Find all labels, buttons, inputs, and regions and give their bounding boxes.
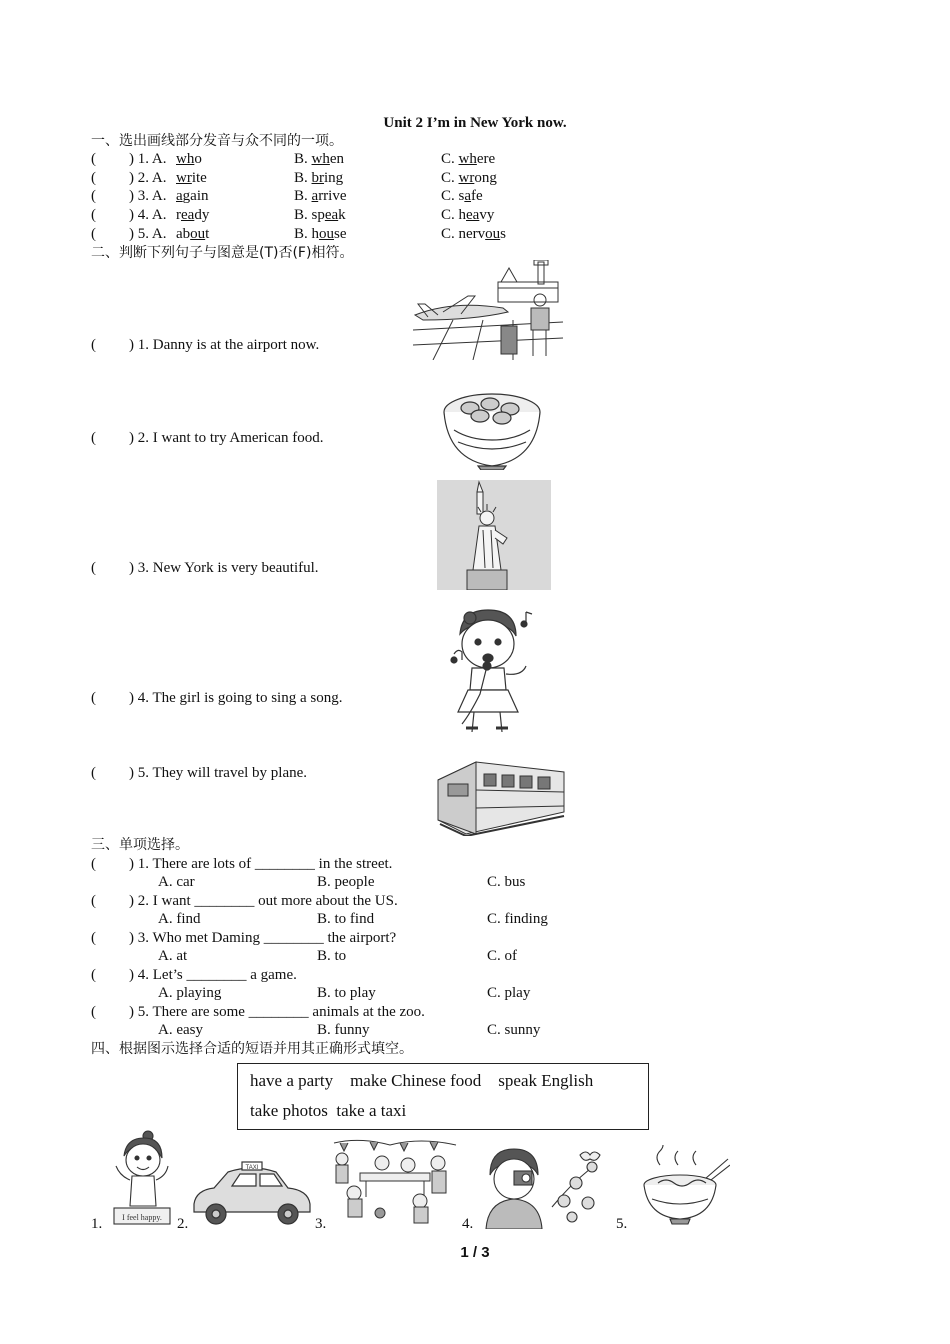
question-number: ) 5. A. — [129, 226, 167, 242]
choice-c: C. of — [487, 948, 517, 964]
option-suffix: ong — [474, 170, 497, 186]
underlined-letters: a — [176, 188, 183, 204]
statement-text: ) 1. Danny is at the airport now. — [129, 337, 320, 353]
option-prefix: r — [176, 207, 181, 223]
option-c — [441, 225, 506, 243]
taxi-sign-text: TAXI — [245, 1165, 259, 1171]
answer-paren: ( — [91, 226, 96, 242]
option-suffix: vy — [479, 207, 495, 223]
woman-taking-photo-picture — [480, 1145, 610, 1229]
answer-paren: ( — [91, 930, 96, 946]
section2-heading: 二、判断下列句子与图意是(T)否(F)相符。 — [91, 245, 354, 261]
option-suffix: k — [338, 207, 346, 223]
option-prefix: B. — [294, 151, 312, 167]
question-text: ) 1. There are lots of ________ in the street. — [129, 856, 393, 872]
noodle-bowl-picture — [638, 1145, 730, 1227]
page-title: Unit 2 I’m in New York now. — [383, 115, 567, 131]
underlined-letters: ou — [485, 226, 501, 242]
question-text: ) 5. There are some ________ animals at the zoo. — [129, 1004, 425, 1020]
girl-singing-picture — [440, 604, 545, 737]
phrase-box-line1: have a party make Chinese food speak English — [250, 1071, 594, 1090]
choice-b: B. to find — [317, 911, 375, 927]
question-number: ) 1. A. — [129, 151, 167, 167]
option-prefix: B. — [294, 188, 312, 204]
choice-c: C. finding — [487, 911, 548, 927]
girl-with-sign-picture — [108, 1130, 174, 1228]
option-a — [176, 187, 209, 205]
statement-text: ) 4. The girl is going to sing a song. — [129, 690, 343, 706]
sign-text: I feel happy. — [122, 1213, 162, 1222]
option-a — [176, 225, 209, 243]
section3-heading: 三、单项选择。 — [91, 837, 189, 853]
picture-label-1: 1. — [91, 1216, 103, 1232]
option-b — [294, 225, 347, 243]
option-suffix: t — [205, 226, 210, 242]
page-number: 1 / 3 — [460, 1244, 490, 1261]
option-suffix: s — [500, 226, 507, 242]
option-prefix: C. h — [441, 207, 467, 223]
option-suffix: dy — [194, 207, 210, 223]
statement-text: ) 5. They will travel by plane. — [129, 765, 308, 781]
choice-b: B. to — [317, 948, 347, 964]
option-b — [294, 169, 343, 187]
taxi-picture — [190, 1160, 314, 1226]
answer-paren: ( — [91, 967, 96, 983]
underlined-letters: br — [311, 170, 325, 186]
question-text: ) 4. Let’s ________ a game. — [129, 967, 297, 983]
option-c — [441, 169, 497, 187]
answer-paren: ( — [91, 856, 96, 872]
phrase-box-line2: take photos take a taxi — [250, 1101, 407, 1120]
picture-label-5: 5. — [616, 1216, 628, 1232]
dumplings-bowl-picture — [440, 382, 545, 470]
question-number: ) 2. A. — [129, 170, 167, 186]
option-prefix: C. — [441, 170, 459, 186]
answer-paren: ( — [91, 690, 96, 706]
picture-label-4: 4. — [462, 1216, 474, 1232]
question-text: ) 3. Who met Daming ________ the airport? — [129, 930, 397, 946]
option-suffix: ere — [476, 151, 496, 167]
option-prefix: C. nerv — [441, 226, 486, 242]
underlined-letters: wr — [458, 170, 475, 186]
answer-paren: ( — [91, 893, 96, 909]
section1-heading: 一、选出画线部分发音与众不同的一项。 — [91, 133, 343, 149]
question-text: ) 2. I want ________ out more about the US. — [129, 893, 398, 909]
question-number: ) 3. A. — [129, 188, 167, 204]
answer-paren: ( — [91, 170, 96, 186]
option-prefix: C. — [441, 151, 459, 167]
phrase-box — [237, 1063, 649, 1130]
underlined-letters: wr — [176, 170, 192, 186]
underlined-letters: wh — [176, 151, 195, 167]
underlined-letters: a — [311, 188, 319, 204]
choice-c: C. sunny — [487, 1022, 541, 1038]
choice-b: B. funny — [317, 1022, 370, 1038]
statement-text: ) 2. I want to try American food. — [129, 430, 324, 446]
answer-paren: ( — [91, 207, 96, 223]
section4-heading: 四、根据图示选择合适的短语并用其正确形式填空。 — [91, 1041, 413, 1057]
choice-c: C. play — [487, 985, 531, 1001]
choice-b: B. people — [317, 874, 375, 890]
option-b — [294, 150, 344, 168]
option-a — [176, 169, 207, 187]
option-prefix: B. sp — [294, 207, 325, 223]
option-suffix: gain — [182, 188, 209, 204]
underlined-letters: wh — [311, 151, 330, 167]
option-suffix: ite — [191, 170, 207, 186]
underlined-letters: ea — [181, 207, 195, 223]
underlined-letters: ea — [324, 207, 339, 223]
option-suffix: ing — [324, 170, 344, 186]
underlined-letters: ou — [190, 226, 206, 242]
airport-picture — [413, 260, 566, 360]
option-a — [176, 150, 202, 168]
option-prefix: C. s — [441, 188, 465, 204]
answer-paren: ( — [91, 560, 96, 576]
answer-paren: ( — [91, 1004, 96, 1020]
option-suffix: rrive — [318, 188, 347, 204]
choice-a: A. playing — [158, 985, 222, 1001]
choice-a: A. find — [158, 911, 201, 927]
statement-text: ) 3. New York is very beautiful. — [129, 560, 319, 576]
choice-a: A. easy — [158, 1022, 203, 1038]
answer-paren: ( — [91, 151, 96, 167]
answer-paren: ( — [91, 188, 96, 204]
question-number: ) 4. A. — [129, 207, 167, 223]
picture-label-3: 3. — [315, 1216, 327, 1232]
choice-b: B. to play — [317, 985, 376, 1001]
option-prefix: B. — [294, 170, 312, 186]
option-suffix: fe — [471, 188, 483, 204]
option-a — [176, 206, 209, 224]
option-c — [441, 187, 483, 205]
option-b — [294, 187, 347, 205]
party-picture — [330, 1135, 460, 1227]
option-prefix: B. h — [294, 226, 320, 242]
answer-paren: ( — [91, 337, 96, 353]
answer-paren: ( — [91, 430, 96, 446]
option-b — [294, 206, 346, 224]
answer-paren: ( — [91, 765, 96, 781]
choice-c: C. bus — [487, 874, 526, 890]
option-c — [441, 150, 495, 168]
underlined-letters: wh — [458, 151, 477, 167]
picture-label-2: 2. — [177, 1216, 189, 1232]
option-prefix: ab — [176, 226, 191, 242]
underlined-letters: ou — [319, 226, 335, 242]
choice-a: A. car — [158, 874, 195, 890]
option-c — [441, 206, 494, 224]
underlined-letters: ea — [466, 207, 480, 223]
option-suffix: se — [334, 226, 347, 242]
option-suffix: o — [194, 151, 202, 167]
statue-of-liberty-picture — [437, 480, 551, 590]
underlined-letters: a — [464, 188, 472, 204]
option-suffix: en — [329, 151, 345, 167]
train-picture — [436, 750, 566, 836]
choice-a: A. at — [158, 948, 188, 964]
